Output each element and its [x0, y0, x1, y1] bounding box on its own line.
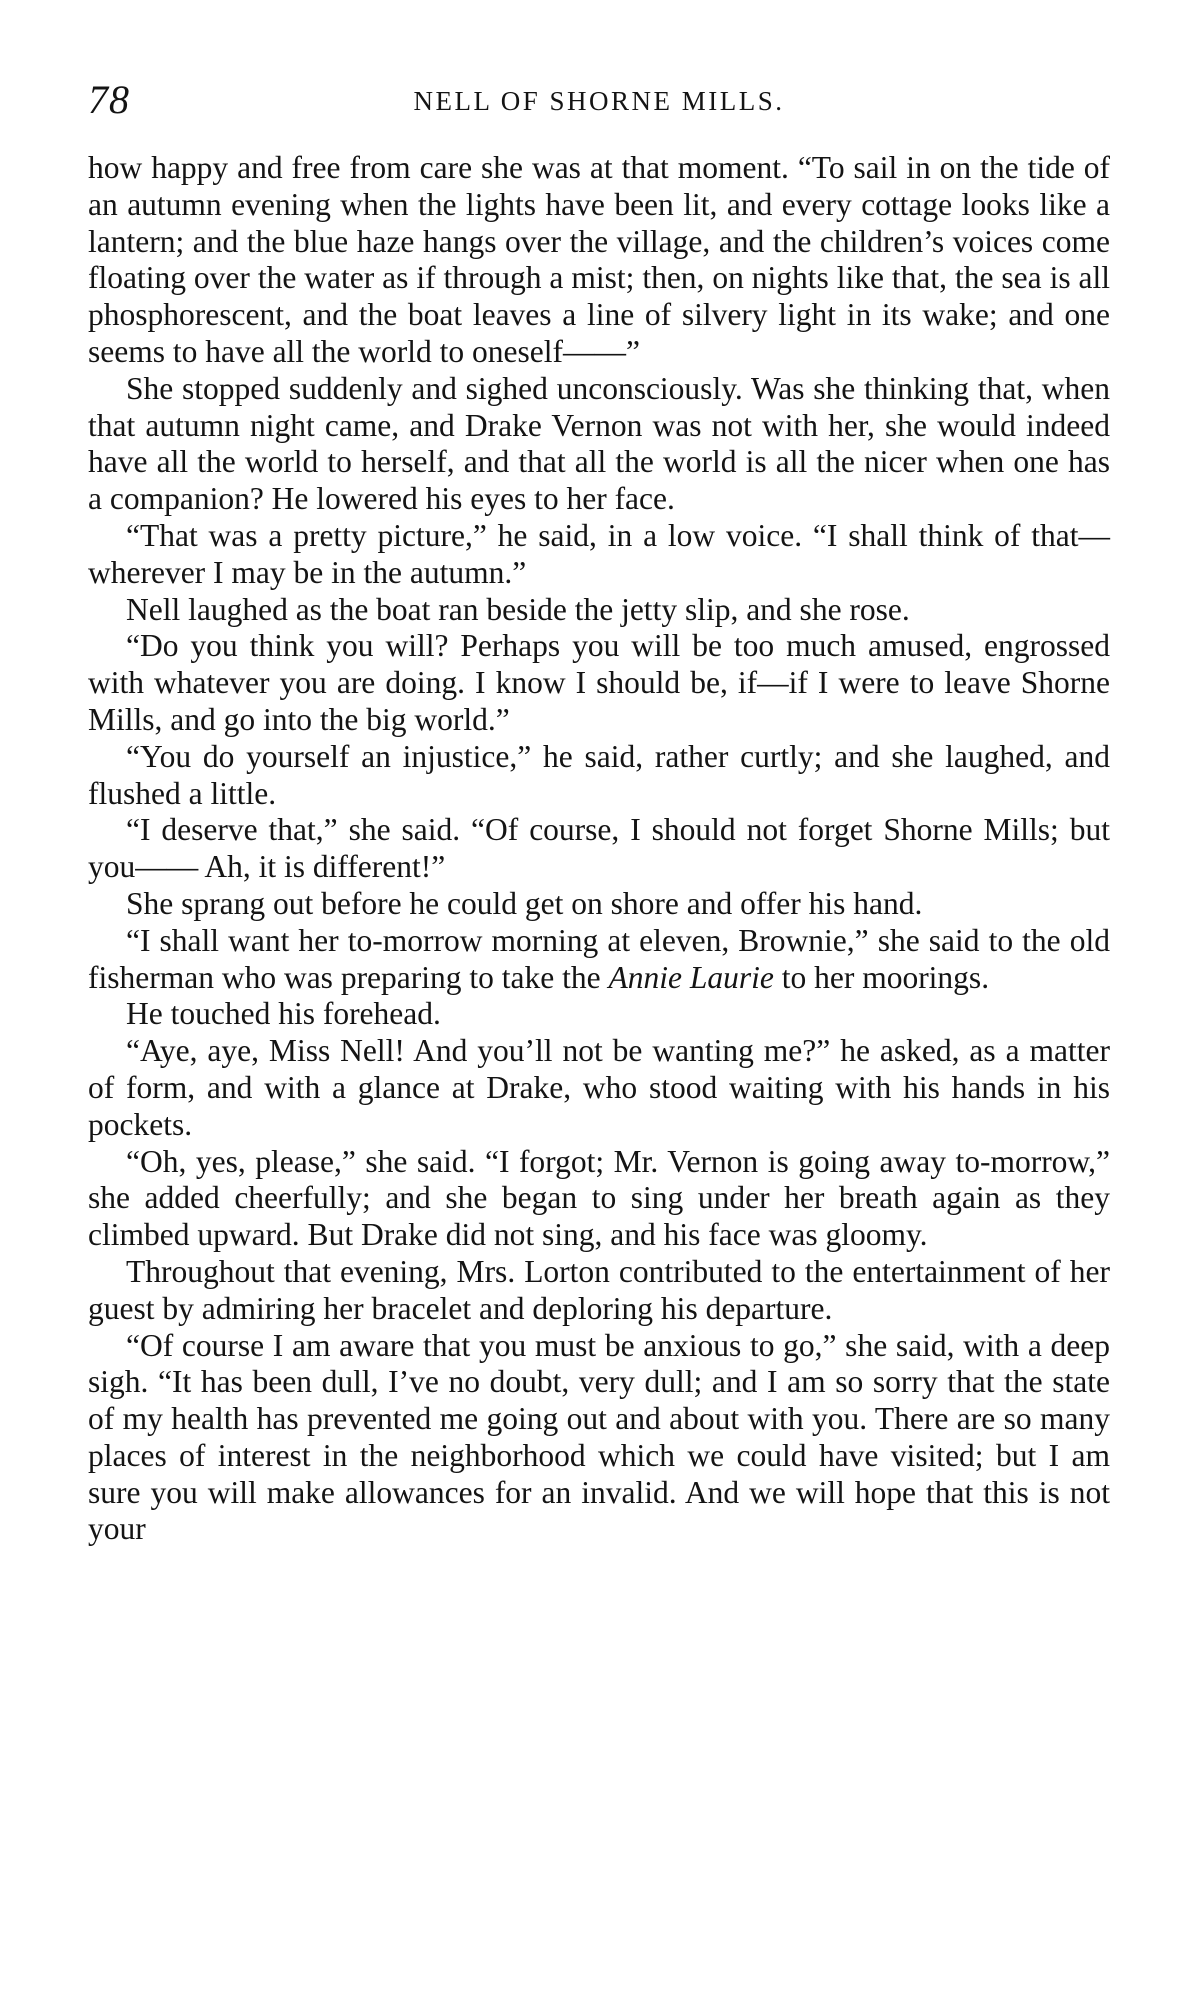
- text-segment: how happy and free from care she was at that moment. “To sail in on the tide of an autumn evening when the lights have been lit, and every cottage looks like a lantern; and the blue haze hangs over the village, and the children’s voices come floating over the water as if through a mist; then, on nights like that, the sea is all phosphorescent, and the boat leaves a line of silvery light in its wake; and one seems to have all the world to oneself——”: [88, 150, 1110, 369]
- text-segment: to her moorings.: [773, 959, 990, 995]
- text-segment: He touched his forehead.: [126, 996, 441, 1032]
- text-segment: “Of course I am aware that you must be anxious to go,” she said, with a deep sigh. “It has been dull, I’ve no doubt, very dull; and I am so sorry that the state of my health has prevented me going out and about with you. There are so many places of interest in the neighborhood which we could have visited; but I am sure you will make allowances for an invalid. And we will hope that this is not your: [88, 1327, 1110, 1547]
- paragraph: [88, 812, 1110, 886]
- paragraph: [88, 518, 1110, 592]
- body-text: [88, 150, 1110, 1548]
- text-segment: “I deserve that,” she said. “Of course, I should not forget Shorne Mills; but you—— Ah, it is different!”: [88, 812, 1110, 885]
- text-segment: “Do you think you will? Perhaps you will be too much amused, engrossed with whatever you are doing. I know I should be, if—if I were to leave Shorne Mills, and go into the big world.”: [88, 628, 1110, 737]
- text-segment: Nell laughed as the boat ran beside the jetty slip, and she rose.: [126, 591, 910, 627]
- paragraph: [88, 1033, 1110, 1143]
- paragraph: [88, 886, 1110, 923]
- italic-text: Annie Laurie: [608, 959, 774, 995]
- text-segment: “I shall want her to-morrow morning at eleven, Brownie,” she said to the old fisherman who was preparing to take the: [88, 922, 1110, 995]
- text-segment: She stopped suddenly and sighed unconsciously. Was she thinking that, when that autumn night came, and Drake Vernon was not with her, she would indeed have all the world to herself, and that all the world is all the nicer when one has a companion? He lowered his eyes to her face.: [88, 370, 1110, 517]
- book-page: [88, 76, 1110, 1548]
- text-segment: “You do yourself an injustice,” he said, rather curtly; and she laughed, and flushed a little.: [88, 738, 1110, 811]
- paragraph: [88, 150, 1110, 371]
- text-segment: “Oh, yes, please,” she said. “I forgot; Mr. Vernon is going away to-morrow,” she added cheerfully; and she began to sing under her breath again as they climbed upward. But Drake did not sing, and his face was gloomy.: [88, 1143, 1110, 1253]
- running-title: NELL OF SHORNE MILLS.: [413, 86, 785, 116]
- page-header: [88, 76, 1110, 146]
- paragraph: [88, 1144, 1110, 1254]
- text-segment: Throughout that evening, Mrs. Lorton contributed to the entertainment of her guest by admiring her bracelet and deploring his departure.: [88, 1253, 1110, 1326]
- text-segment: “Aye, aye, Miss Nell! And you’ll not be wanting me?” he asked, as a matter of form, and with a glance at Drake, who stood waiting with his hands in his pockets.: [88, 1033, 1110, 1142]
- paragraph: [88, 1254, 1110, 1328]
- paragraph: [88, 628, 1110, 738]
- paragraph: [88, 923, 1110, 997]
- text-segment: “That was a pretty picture,” he said, in a low voice. “I shall think of that—wherever I may be in the autumn.”: [88, 517, 1110, 590]
- paragraph: [88, 371, 1110, 518]
- paragraph: [88, 1328, 1110, 1549]
- paragraph: [88, 592, 1110, 629]
- paragraph: [88, 996, 1110, 1033]
- text-segment: She sprang out before he could get on shore and offer his hand.: [126, 885, 923, 921]
- paragraph: [88, 739, 1110, 813]
- page-number: 78: [88, 77, 130, 122]
